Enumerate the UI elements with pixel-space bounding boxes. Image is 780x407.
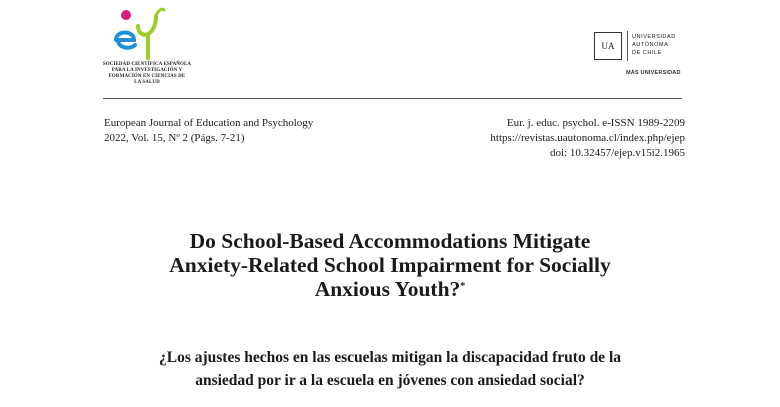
society-line: SOCIEDAD CIENTÍFICA ESPAÑOLA: [102, 62, 192, 67]
header-divider: [103, 98, 682, 99]
university-tagline: MÁS UNIVERSIDAD: [626, 70, 681, 76]
journal-doi: doi: 10.32457/ejep.v15i2.1965: [549, 147, 685, 159]
university-mark: UA: [594, 32, 622, 60]
university-name-line: UNIVERSIDAD: [632, 34, 676, 40]
university-name: [632, 33, 684, 57]
society-logo-icon: [108, 4, 170, 60]
university-name-line: DE CHILE: [632, 50, 662, 56]
university-logo-divider: [627, 31, 628, 61]
journal-info-left: [104, 116, 313, 146]
journal-info-right: [490, 116, 685, 161]
journal-name: European Journal of Education and Psychology: [104, 117, 314, 129]
article-subtitle: [90, 346, 690, 392]
title-line: Anxious Youth?: [314, 277, 461, 301]
society-name: [101, 62, 193, 86]
society-line: LA SALUD: [134, 80, 160, 85]
university-name-line: AUTÓNOMA: [632, 42, 669, 48]
title-line: Do School-Based Accommodations Mitigate: [189, 229, 591, 253]
article-title: [90, 229, 690, 301]
title-footnote-mark[interactable]: *: [460, 281, 466, 292]
subtitle-line: ¿Los ajustes hechos en las escuelas mitigan la discapacidad fruto de la: [158, 349, 621, 366]
journal-url-link[interactable]: https://revistas.uautonoma.cl/index.php/ejep: [490, 132, 685, 144]
journal-volume: 2022, Vol. 15, Nº 2 (Págs. 7-21): [104, 132, 245, 144]
journal-issn: Eur. j. educ. psychol. e-ISSN 1989-2209: [506, 117, 685, 129]
society-line: PARA LA INVESTIGACIÓN Y: [111, 68, 183, 73]
title-line: Anxiety-Related School Impairment for Socially: [169, 253, 611, 277]
society-line: FORMACIÓN EN CIENCIAS DE: [108, 74, 186, 79]
subtitle-line: ansiedad por ir a la escuela en jóvenes con ansiedad social?: [195, 372, 585, 389]
